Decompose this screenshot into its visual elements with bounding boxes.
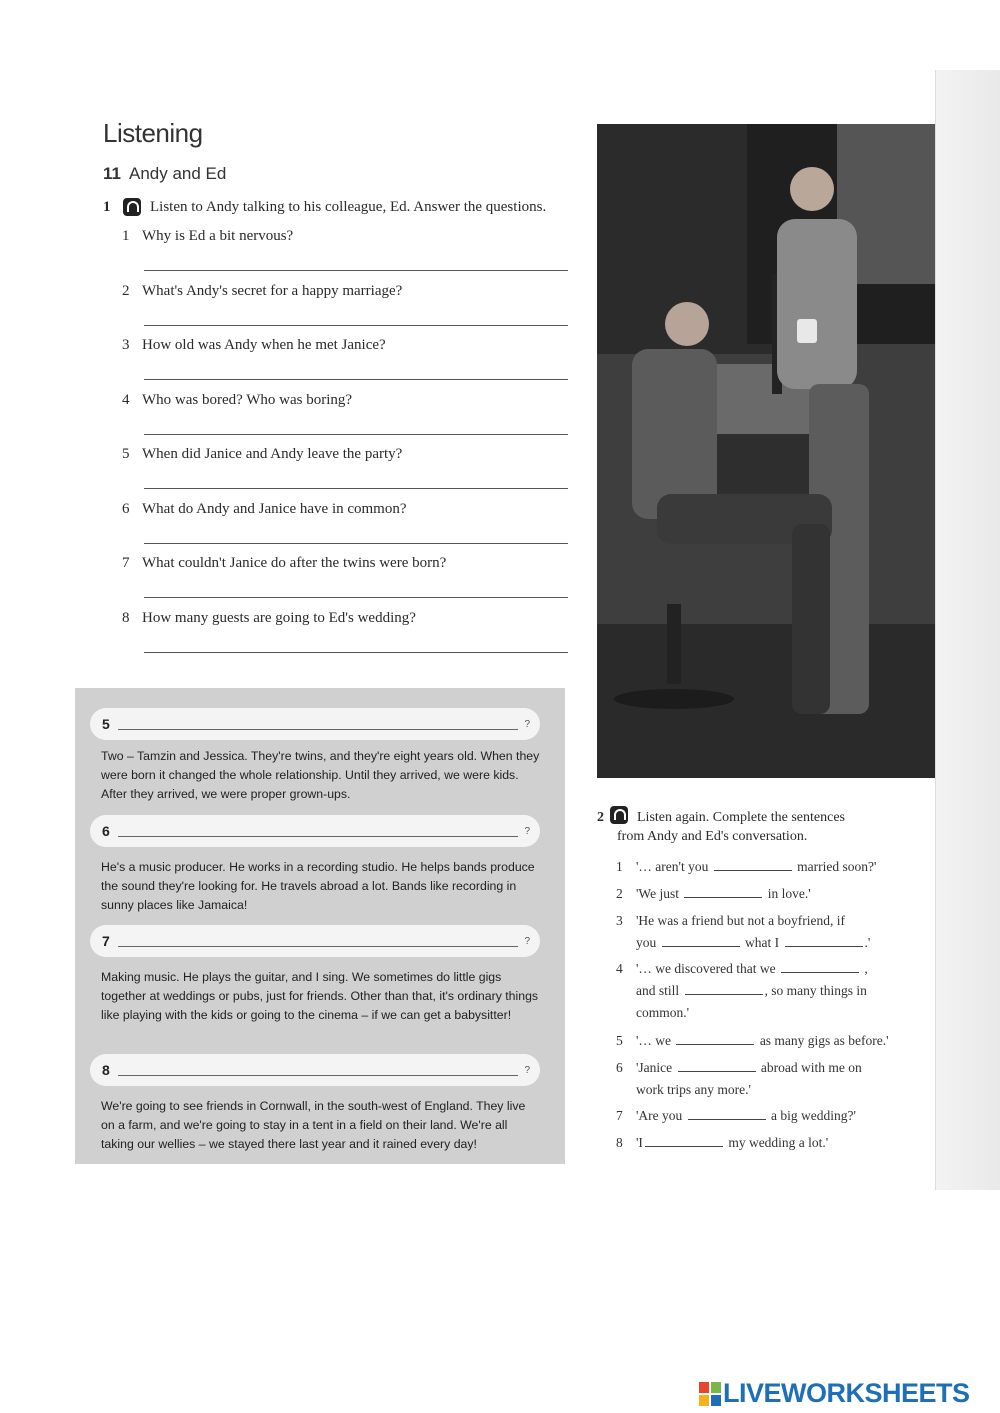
question-number: 1 — [122, 228, 130, 244]
question-list — [122, 228, 568, 664]
sentence-continuation: work trips any more.' — [636, 1082, 751, 1097]
logo-square — [699, 1382, 709, 1393]
pill-question-mark: ? — [524, 936, 530, 947]
answer-line[interactable] — [144, 597, 568, 598]
exercise1-number: 1 — [103, 198, 111, 215]
logo-square — [711, 1395, 721, 1406]
exercise1-instruction-text: Listen to Andy talking to his colleague, Ed. Answer the questions. — [150, 198, 547, 215]
pill-answer-line[interactable] — [118, 836, 518, 837]
studio-photo — [597, 124, 935, 778]
section-title: Listening — [103, 118, 203, 148]
sentence-text: you — [636, 935, 657, 950]
sentence-continuation — [616, 980, 916, 1002]
question-number: 7 — [122, 555, 130, 571]
gap-blank[interactable] — [684, 885, 762, 898]
question-number: 6 — [122, 500, 130, 517]
question-text: Who was bored? Who was boring? — [142, 391, 353, 408]
gap-sentence — [616, 856, 916, 878]
sentence-text: as many gigs as before.' — [759, 1033, 889, 1048]
gap-blank[interactable] — [714, 858, 792, 871]
pill-answer-line[interactable] — [118, 729, 518, 730]
sentence-text: '… we — [636, 1033, 672, 1048]
sentence-number: 2 — [616, 886, 623, 901]
answer-question-pill — [90, 708, 540, 740]
question-item — [122, 337, 568, 392]
unit-number: 11 — [103, 164, 121, 183]
answer-line[interactable] — [144, 488, 568, 489]
sentence-number: 8 — [616, 1135, 623, 1150]
sentence-number: 4 — [616, 961, 623, 976]
question-number: 8 — [122, 609, 130, 626]
sentence-text: and still — [636, 983, 680, 998]
pill-number: 7 — [102, 933, 110, 949]
question-item — [122, 392, 568, 447]
question-text: What do Andy and Janice have in common? — [142, 500, 407, 517]
sentence-text: '… aren't you — [636, 859, 709, 874]
exercise2-instruction-line1: Listen again. Complete the sentences — [637, 810, 845, 825]
answer-question-pill — [90, 815, 540, 847]
gap-sentence — [616, 1105, 916, 1127]
pill-answer-line[interactable] — [118, 1075, 518, 1076]
gap-blank[interactable] — [785, 934, 863, 947]
exercise2-number: 2 — [597, 810, 604, 825]
question-item — [122, 610, 568, 665]
liveworksheets-logo[interactable] — [699, 1378, 970, 1409]
exercise1-instruction — [103, 198, 546, 216]
question-item — [122, 555, 568, 610]
gap-sentence — [616, 910, 916, 954]
question-number: 5 — [122, 446, 130, 462]
question-item — [122, 446, 568, 501]
sentence-text: 'I — [636, 1135, 643, 1150]
gap-blank[interactable] — [678, 1059, 756, 1072]
logo-square — [699, 1395, 709, 1406]
answer-paragraph: We're going to see friends in Cornwall, in the south-west of England. They live on a farm, and we're going to stay in a tent in a field on their land. We're all taking our wellies – we stayed there last year and it rained every day! — [101, 1099, 526, 1151]
question-text: How old was Andy when he met Janice? — [142, 337, 386, 353]
sentence-text: married soon?' — [797, 859, 877, 874]
sentence-text: 'We just — [636, 886, 679, 901]
exercise2-instruction-line2: from Andy and Ed's conversation. — [617, 829, 808, 844]
headphones-icon[interactable] — [123, 198, 141, 216]
pill-number: 8 — [102, 1062, 110, 1078]
question-item — [122, 228, 568, 283]
unit-name: Andy and Ed — [128, 164, 227, 183]
answer-line[interactable] — [144, 379, 568, 380]
logo-mark — [699, 1382, 721, 1406]
gap-blank[interactable] — [645, 1134, 723, 1147]
gap-sentence — [616, 958, 916, 1024]
sentence-number: 1 — [616, 859, 623, 874]
gap-blank[interactable] — [685, 982, 763, 995]
gap-blank[interactable] — [688, 1107, 766, 1120]
sentence-text: a big wedding?' — [771, 1108, 856, 1123]
sentence-text: '… we discovered that we — [636, 961, 776, 976]
exercise2-instruction — [597, 806, 917, 846]
sentence-text: 'Are you — [636, 1108, 683, 1123]
sentence-text: 'He was a friend but not a boyfriend, if — [636, 913, 845, 928]
pill-number: 6 — [102, 823, 110, 839]
unit-title — [103, 164, 226, 184]
answer-line[interactable] — [144, 434, 568, 435]
answer-paragraph: Two – Tamzin and Jessica. They're twins, and they're eight years old. When they were born it changed the whole relationship. Until they arrived, we were kids. After they arrived, we were proper grown-ups. — [101, 749, 540, 801]
gap-sentence — [616, 1030, 916, 1052]
pill-answer-line[interactable] — [118, 946, 518, 947]
question-number: 3 — [122, 337, 130, 353]
gap-sentence — [616, 1132, 916, 1154]
question-text: Why is Ed a bit nervous? — [142, 228, 294, 244]
answer-question-pill — [90, 1054, 540, 1086]
gap-blank[interactable] — [781, 960, 859, 973]
pill-number: 5 — [102, 716, 110, 732]
sentence-text: abroad with me on — [760, 1060, 862, 1075]
sentence-text: in love.' — [767, 886, 811, 901]
sentence-text: what I — [745, 935, 780, 950]
answer-question-pill — [90, 925, 540, 957]
logo-text: LIVEWORKSHEETS — [723, 1378, 970, 1408]
sentence-number: 3 — [616, 913, 623, 928]
page-edge-line — [935, 70, 936, 1190]
question-text: When did Janice and Andy leave the party? — [142, 446, 403, 462]
sentence-text: , — [864, 961, 868, 976]
pill-question-mark: ? — [524, 826, 530, 837]
sentence-number: 5 — [616, 1033, 623, 1048]
question-item — [122, 501, 568, 556]
sentence-number: 6 — [616, 1060, 623, 1075]
sentence-continuation: common.' — [636, 1005, 690, 1020]
gap-sentence — [616, 1057, 916, 1101]
pill-question-mark: ? — [524, 719, 530, 730]
answer-line[interactable] — [144, 652, 568, 653]
sentence-continuation — [616, 932, 916, 954]
sentence-text: my wedding a lot.' — [728, 1135, 829, 1150]
question-text: What's Andy's secret for a happy marriage? — [142, 282, 403, 299]
sentence-text: , so many things in — [764, 983, 867, 998]
gap-blank[interactable] — [676, 1032, 754, 1045]
page-edge-shadow — [936, 70, 1000, 1190]
question-item — [122, 283, 568, 338]
answer-paragraph: Making music. He plays the guitar, and I sing. We sometimes do little gigs together at weddings or pubs, just for friends. Other than that, it's ordinary things like playing with the kids or going to the cinema – if we can get a babysitter! — [101, 970, 539, 1022]
gap-sentence — [616, 883, 916, 905]
headphones-icon[interactable] — [610, 806, 628, 824]
question-text: How many guests are going to Ed's wedding? — [142, 609, 416, 626]
sentence-text: .' — [864, 935, 871, 950]
answer-line[interactable] — [144, 270, 568, 271]
sentence-number: 7 — [616, 1108, 623, 1123]
question-text: What couldn't Janice do after the twins were born? — [142, 555, 447, 571]
sentence-text: 'Janice — [636, 1060, 673, 1075]
answer-line[interactable] — [144, 325, 568, 326]
pill-question-mark: ? — [524, 1065, 530, 1076]
answer-line[interactable] — [144, 543, 568, 544]
gap-blank[interactable] — [662, 934, 740, 947]
question-number: 4 — [122, 391, 130, 408]
studio-photo-illustration — [597, 124, 935, 778]
question-number: 2 — [122, 282, 130, 299]
answer-paragraph: He's a music producer. He works in a recording studio. He helps bands produce the sound they're looking for. He travels abroad a lot. Bands like recording in sunny places like Jamaica! — [101, 860, 535, 912]
logo-square — [711, 1382, 721, 1393]
